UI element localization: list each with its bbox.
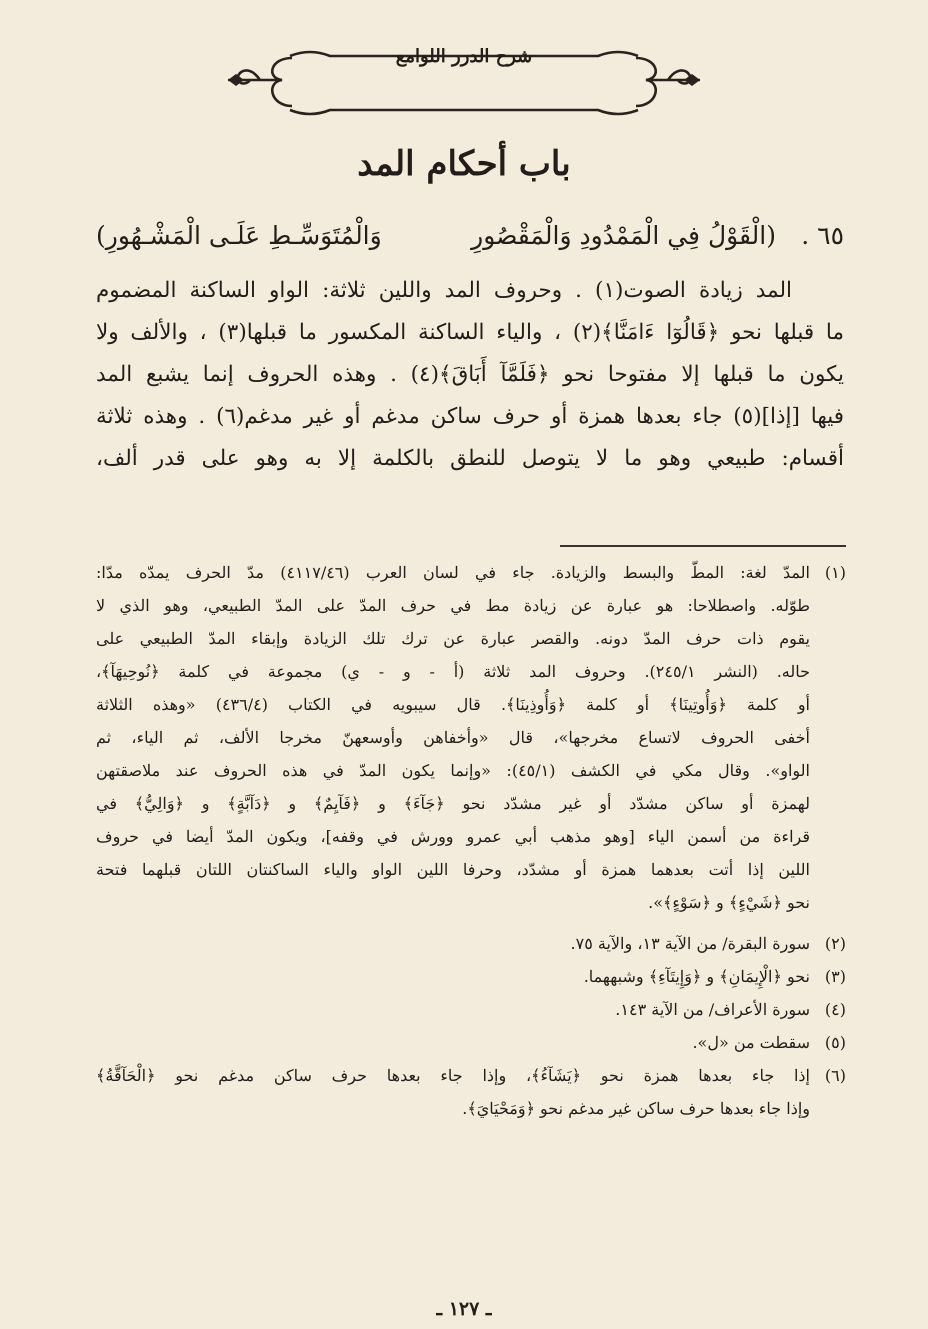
- footnote-line: طوّله. واصطلاحا: هو عبارة عن زيادة مط في حرف المدّ على المدّ الطبيعي، وهو الذي لا: [96, 596, 811, 615]
- footnote-line: [96, 993, 846, 1026]
- footnote-text: سقطت من «ل».: [692, 1033, 810, 1052]
- footnote-line: أخفى الحروف لاتساع مخرجها»، قال «وأخفاهن وأوسعهنّ مخرجا الألف، ثم الياء، ثم: [96, 728, 810, 747]
- footnote-line: وإذا جاء بعدها حرف ساكن غير مدغم نحو ﴿وَمَحْيَايَ﴾.: [462, 1099, 810, 1118]
- footnote-text: إذا جاء بعدها همزة نحو ﴿يَشَآءُ﴾، وإذا جاء بعدها حرف ساكن مدغم نحو ﴿الْحَآقَّةُ﴾: [96, 1066, 810, 1085]
- footnote-number: (٦): [824, 1066, 846, 1085]
- main-text-line: المد زيادة الصوت(١) . وحروف المد واللين ثلاثة: الواو الساكنة المضموم: [96, 278, 792, 303]
- footnote-line: نحو ﴿شَيْءٍ﴾ و ﴿سَوْءٍ﴾».: [648, 893, 810, 912]
- footnote-number: (٣): [824, 967, 846, 986]
- main-text-line: أقسام: طبيعي وهو ما لا يتوصل للنطق بالكلمة إلا به وهو على قدر ألف،: [96, 446, 844, 471]
- chapter-title: باب أحكام المد: [357, 144, 571, 184]
- verse-hemistich-first: (الْقَوْلُ فِي الْمَمْدُودِ وَالْمَقْصُورِ: [471, 221, 776, 250]
- footnote-line: قراءة من أسمن الياء [وهو مذهب أبي عمرو وورش في وقفه]، ويكون المدّ أيضا في حروف: [96, 827, 810, 846]
- footnote-line: يقوم ذات حرف المدّ دونه. والقصر عبارة عن ترك تلك الزيادة وإبقاء المدّ الطبيعي على: [96, 629, 810, 648]
- footnote-text: سورة البقرة/ من الآية ١٣، والآية ٧٥.: [570, 934, 810, 953]
- footnote-number: (٥): [824, 1033, 846, 1052]
- footnote-line: لهمزة أو ساكن مشدّد أو غير مشدّد نحو ﴿جَآءَ﴾ و ﴿فَآيِمٌ﴾ و ﴿دَآبَّةٍ﴾ و ﴿وَالِيُّ﴾ في: [96, 794, 810, 813]
- footnote-text: سورة الأعراف/ من الآية ١٤٣.: [615, 1000, 810, 1019]
- footnote-line: اللين إذا أتت بعدهما همزة أو مشدّد، وحرفا اللين الواو والياء الساكنتان اللتان قبلهما فتحة: [96, 860, 810, 879]
- footnotes: [96, 556, 846, 1125]
- verse-number: ٦٥ .: [801, 221, 844, 250]
- running-header-title: شرح الدرر اللوامع: [395, 46, 533, 67]
- footnote-separator: [560, 545, 846, 547]
- main-text-line: ما قبلها نحو ﴿قَالُوٓا ءَامَنَّا﴾(٢) ، والياء الساكنة المكسور ما قبلها(٣) ، والألف ولا: [96, 320, 844, 345]
- main-text-line: فيها [إذا](٥) جاء بعدها همزة أو حرف ساكن مدغم أو غير مدغم(٦) . وهذه ثلاثة: [96, 404, 844, 429]
- footnote-line: الواو». وقال مكي في الكشف (٤٥/١): «وإنما يكون المدّ في هذه الحروف عند ملاصقتهن: [96, 761, 810, 780]
- footnote-line: [96, 1026, 846, 1059]
- footnote-number: (٤): [824, 1000, 846, 1019]
- verse-hemistich-second: وَالْمُتَوَسِّـطِ عَلَـى الْمَشْـهُورِ): [96, 221, 382, 250]
- footnote-text: نحو ﴿الْإِيمَانِ﴾ و ﴿وَإِيتَآءِ﴾ وشبههما.: [583, 967, 810, 986]
- main-text-line: يكون ما قبلها إلا مفتوحا نحو ﴿فَلَمَّآ أَبَاقَ﴾(٤) . وهذه الحروف إنما يشبع المد: [96, 362, 844, 387]
- footnote-line: حاله. (النشر ٢٤٥/١). وحروف المد ثلاثة (أ - و - ي) مجموعة في كلمة ﴿نُوحِيهَآ﴾،: [96, 662, 810, 681]
- footnote-line: [96, 960, 846, 993]
- footnote-number: (١): [824, 563, 846, 582]
- footnote-text: المدّ لغة: المطّ والبسط والزيادة. جاء في لسان العرب (٤١١٧/٤٦) مدّ الحرف يمدّه مدّا:: [96, 563, 810, 582]
- footnote-line: [96, 927, 846, 960]
- footnote-line: [96, 556, 846, 589]
- main-text: [96, 270, 844, 480]
- footnote-number: (٢): [824, 934, 846, 953]
- page-number: ـ ١٢٧ ـ: [436, 1298, 492, 1320]
- footnote-line: أو كلمة ﴿وَأُوتِينَا﴾ أو كلمة ﴿وَأُوذِينَا﴾. قال سيبويه في الكتاب (٤٣٦/٤) «وهذه الثلاثة: [96, 695, 810, 714]
- footnote-line: [96, 1059, 846, 1092]
